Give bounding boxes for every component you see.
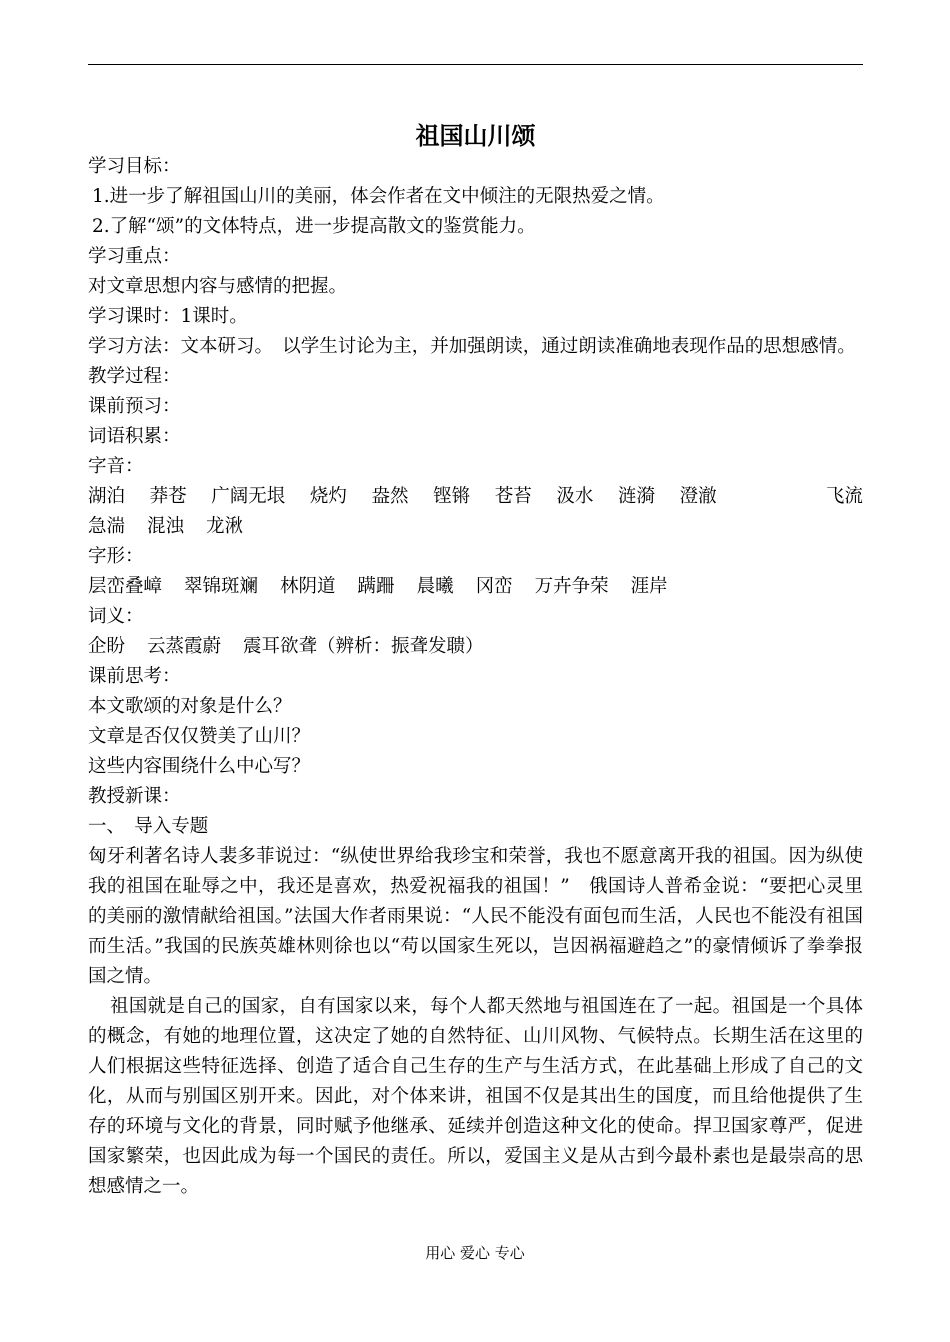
word: 澄澈 xyxy=(679,486,717,507)
word: 蹒跚 xyxy=(357,576,395,597)
teach-label: 教授新课： xyxy=(88,786,181,807)
word: 层峦叠嶂 xyxy=(88,576,163,597)
word: 苍苔 xyxy=(494,486,532,507)
word: 震耳欲聋（辨析：振聋发聩） xyxy=(243,636,484,657)
question-3: 这些内容围绕什么中心写？ xyxy=(88,756,311,777)
process-label: 教学过程： xyxy=(88,366,181,387)
meaning-row xyxy=(88,632,863,662)
word: 万卉争荣 xyxy=(534,576,609,597)
pronunciation-row-1 xyxy=(88,482,863,512)
word: 龙湫 xyxy=(206,516,244,537)
word: 晨曦 xyxy=(416,576,454,597)
vocab-label: 词语积累： xyxy=(88,426,181,447)
word: 铿锵 xyxy=(433,486,471,507)
word: 翠锦斑斓 xyxy=(184,576,259,597)
document-body xyxy=(88,152,863,1202)
word: 广阔无垠 xyxy=(211,486,286,507)
word: 云蒸霞蔚 xyxy=(147,636,222,657)
pronunciation-row-2 xyxy=(88,512,863,542)
header-rule xyxy=(88,64,863,65)
think-label: 课前思考： xyxy=(88,666,181,687)
word: 莽苍 xyxy=(149,486,187,507)
study-hours: 学习课时：1课时。 xyxy=(88,306,248,327)
focus-label: 学习重点： xyxy=(88,246,181,267)
goal-1: 1.进一步了解祖国山川的美丽，体会作者在文中倾注的无限热爱之情。 xyxy=(92,186,665,207)
goal-2: 2.了解“颂”的文体特点，进一步提高散文的鉴赏能力。 xyxy=(92,216,536,237)
word: 涟漪 xyxy=(618,486,656,507)
goals-label: 学习目标： xyxy=(88,156,181,177)
word: 烧灼 xyxy=(309,486,347,507)
word: 涯岸 xyxy=(630,576,668,597)
word: 企盼 xyxy=(88,636,126,657)
page-footer: 用心 爱心 专心 xyxy=(425,1244,525,1262)
meaning-label: 词义： xyxy=(88,606,144,627)
preview-label: 课前预习： xyxy=(88,396,181,417)
question-2: 文章是否仅仅赞美了山川？ xyxy=(88,726,311,747)
word-spacer xyxy=(741,482,801,512)
study-method: 学习方法：文本研习。 以学生讨论为主，并加强朗读，通过朗读准确地表现作品的思想感情。 xyxy=(88,336,856,357)
page-title: 祖国山川颂 xyxy=(415,122,536,150)
glyph-label: 字形： xyxy=(88,546,144,567)
intro-paragraph: 匈牙利著名诗人裴多菲说过：“纵使世界给我珍宝和荣誉，我也不愿意离开我的祖国。因为纵使我的祖国在耻辱之中，我还是喜欢，热爱祝福我的祖国！” 俄国诗人普希金说：“要把心灵里的美丽的激情献给祖国。”法国大作者雨果说：“人民不能没有面包而生活，人民也不能没有祖国而生活。”我国的民族英雄林则徐也以“苟以国家生死以，岂因祸福避趋之”的豪情倾诉了拳拳报国之情。 xyxy=(88,846,863,987)
question-1: 本文歌颂的对象是什么？ xyxy=(88,696,292,717)
glyph-row xyxy=(88,572,863,602)
word: 飞流 xyxy=(825,486,863,507)
word: 林阴道 xyxy=(280,576,336,597)
word: 冈峦 xyxy=(475,576,513,597)
word: 急湍 xyxy=(88,516,126,537)
word: 汲水 xyxy=(556,486,594,507)
word: 盎然 xyxy=(371,486,409,507)
focus-text: 对文章思想内容与感情的把握。 xyxy=(88,276,348,297)
body-paragraph: 祖国就是自己的国家，自有国家以来，每个人都天然地与祖国连在了一起。祖国是一个具体的概念，有她的地理位置，这决定了她的自然特征、山川风物、气候特点。长期生活在这里的人们根据这些特征选择、创造了适合自己生存的生产与生活方式，在此基础上形成了自己的文化，从而与别国区别开来。因此，对个体来讲，祖国不仅是其出生的国度，而且给他提供了生存的环境与文化的背景，同时赋予他继承、延续并创造这种文化的使命。捍卫国家尊严，促进国家繁荣，也因此成为每一个国民的责任。所以，爱国主义是从古到今最朴素也是最崇高的思想感情之一。 xyxy=(88,996,863,1197)
section-heading: 一、 导入专题 xyxy=(88,816,209,837)
pronunciation-label: 字音： xyxy=(88,456,144,477)
word: 混浊 xyxy=(147,516,185,537)
word: 湖泊 xyxy=(88,486,126,507)
